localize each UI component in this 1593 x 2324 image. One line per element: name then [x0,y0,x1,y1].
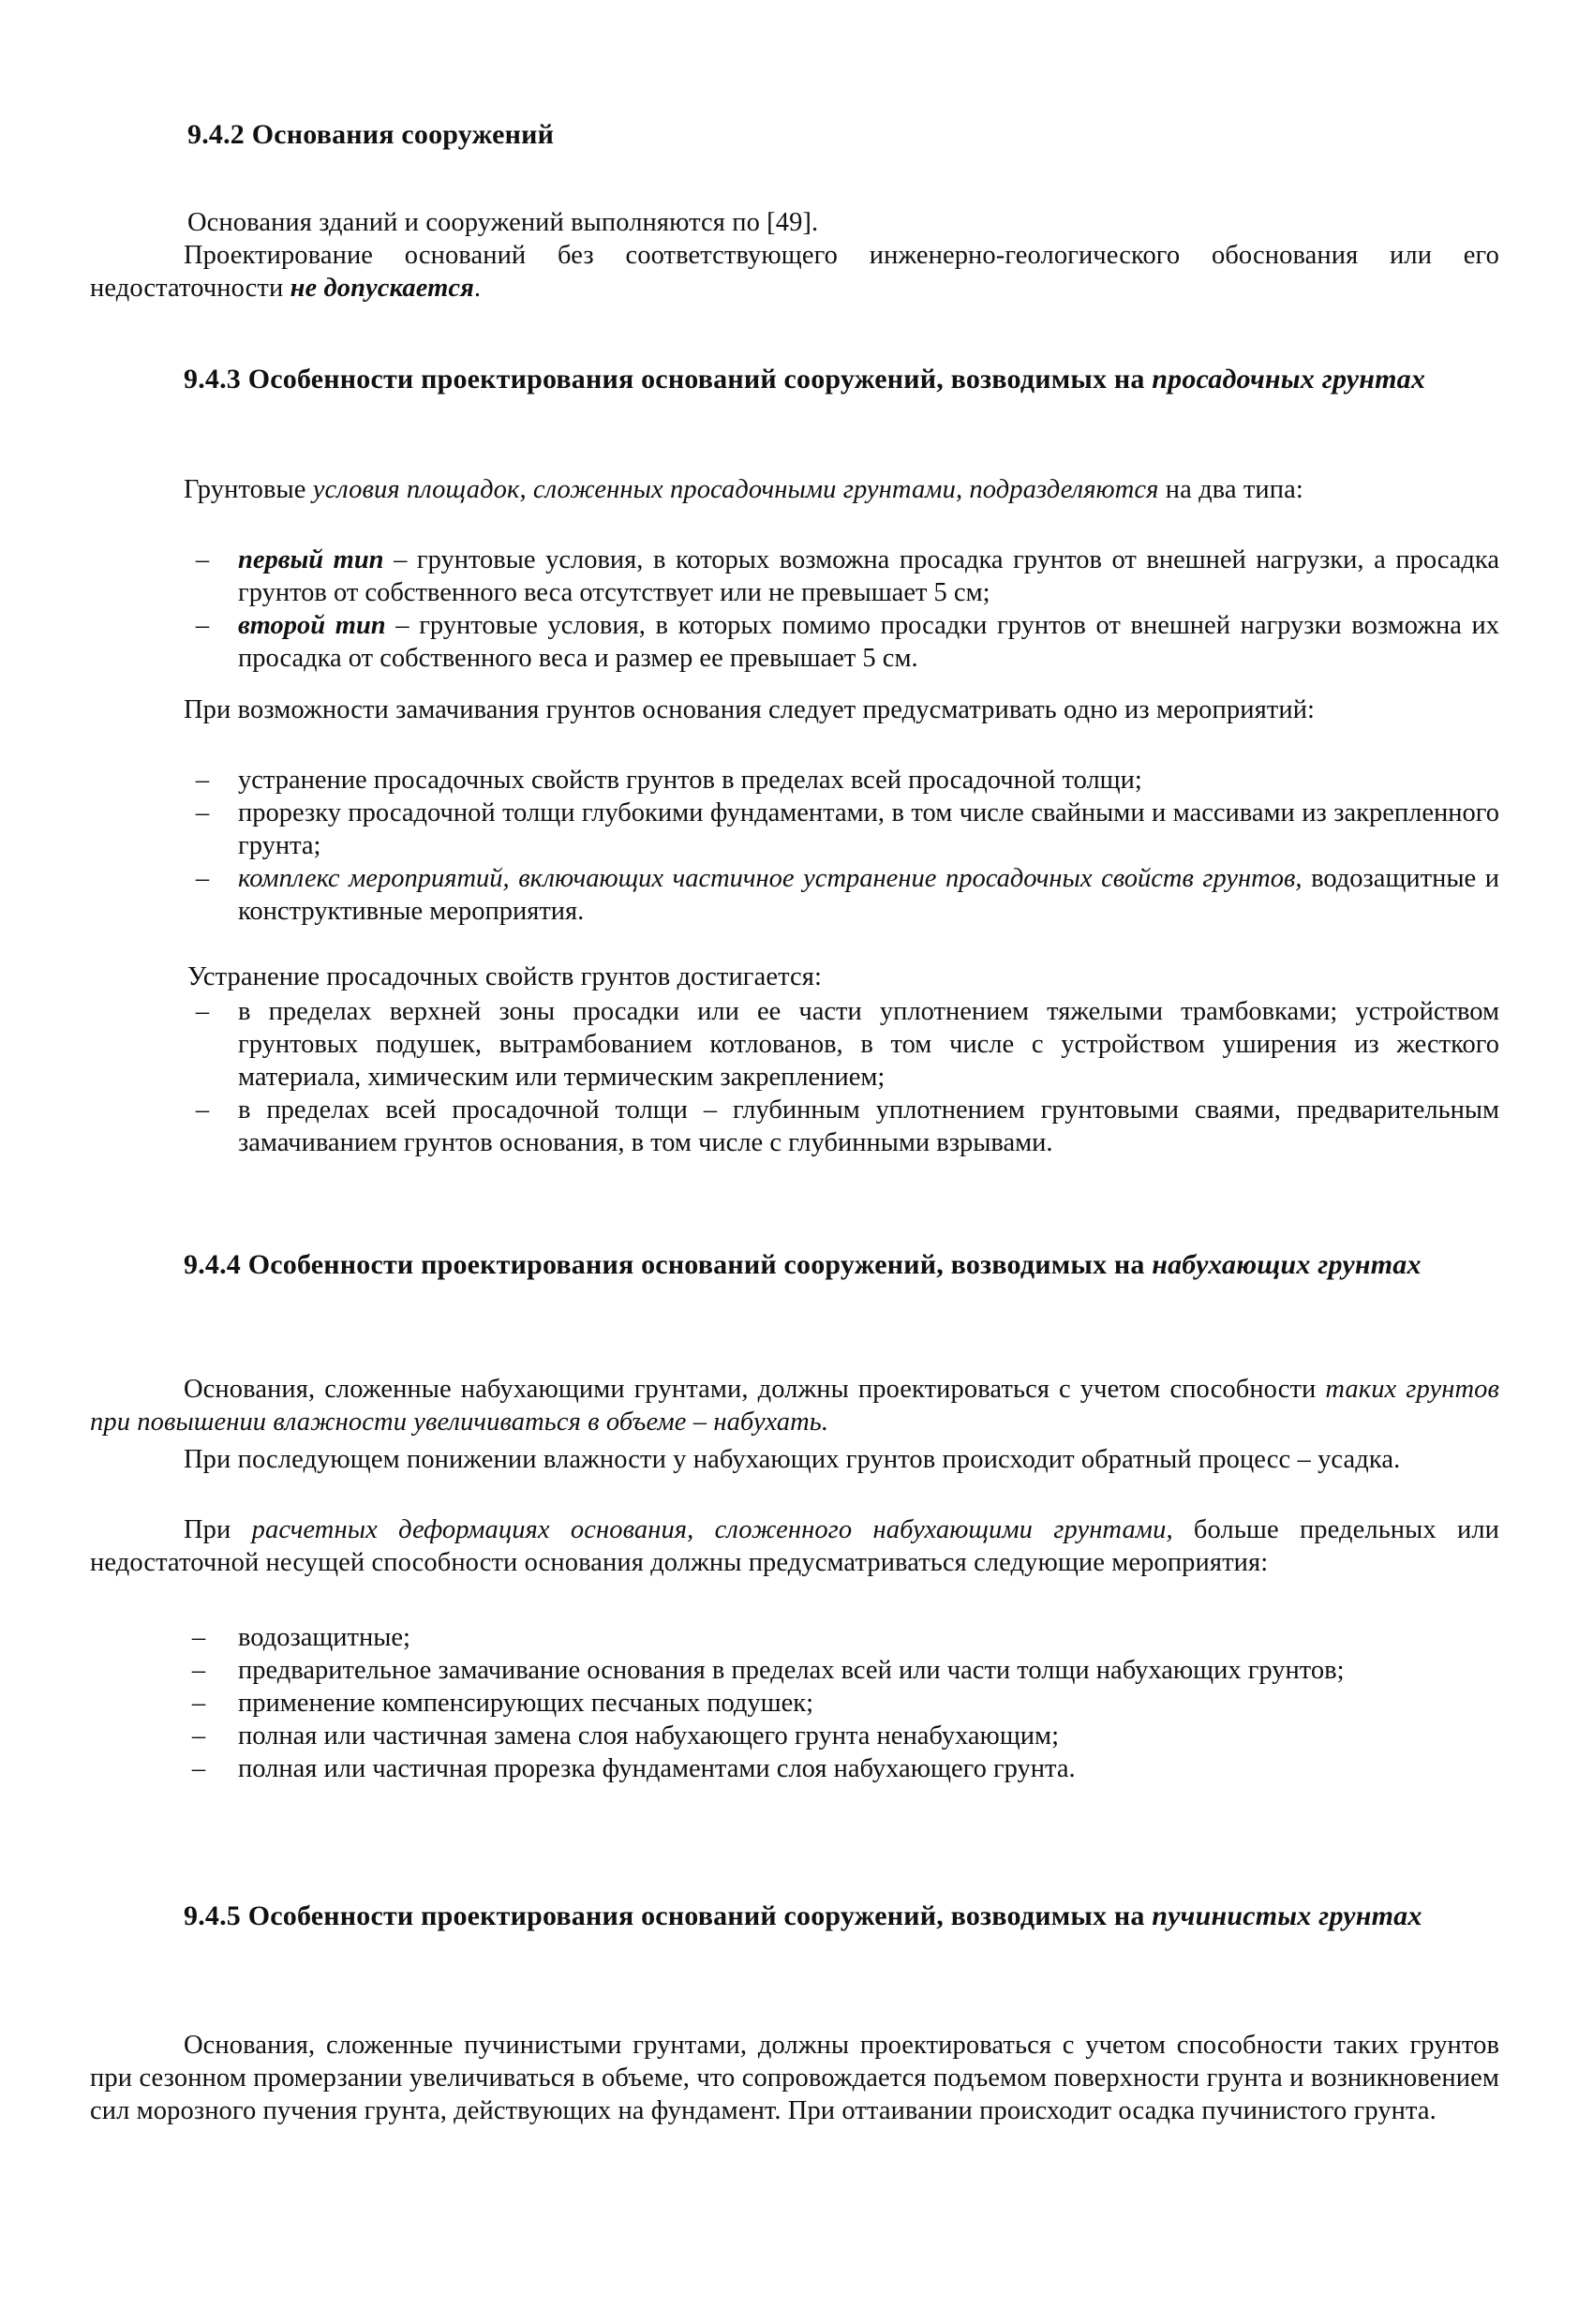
section-9-4-2-paragraph-1 [187,206,1499,239]
section-9-4-4-title [90,1246,1499,1284]
dash-marker: – [195,864,210,893]
dash-marker: – [195,611,210,640]
section-9-4-4-p1-text: Основания, сложенные набухающими грунтами, должны проектироваться с учетом способности [184,1375,1326,1404]
section-9-4-5-p1-text: Основания, сложенные пучинистыми грунтами, должны проектироваться с учетом способности таких грунтов при сезонном промерзании увеличиваться в объеме, что сопровождается подъемом поверхности грунта и возникновением сил морозного пучения грунта, действующих на фундамент. При оттаивании происходит осадка пучинистого грунта. [90,2031,1499,2125]
section-9-4-4-p3-a: При [184,1515,252,1544]
type-text: – грунтовые условия, в которых возможна просадка грунтов от внешней нагрузки, а просадка грунтов от собственного веса отсутствует или не превышает 5 см; [238,545,1499,607]
section-9-4-3-intro-a: Грунтовые [184,475,313,504]
section-9-4-3-types-list [184,544,1499,675]
type-term: второй тип [238,611,386,640]
section-9-4-2-p2-end: . [473,274,482,303]
list-item [180,1654,1499,1687]
measure-text: полная или частичная замена слоя набухающего грунта ненабухающим; [238,1721,1059,1750]
section-9-4-3-removal-list [184,995,1499,1159]
section-9-4-2-p1-text: Основания зданий и сооружений выполняются по [49]. [187,208,819,237]
section-9-4-2-title-text: 9.4.2 Основания сооружений [187,119,555,150]
removal-text: в пределах всей просадочной толщи – глубинным уплотнением грунтовыми сваями, предварительным замачиванием грунтов основания, в том числе с глубинными взрывами. [238,1095,1499,1157]
list-item [180,1720,1499,1752]
section-9-4-4-title-text: 9.4.4 Особенности проектирования оснований сооружений, возводимых на [184,1249,1153,1280]
list-item [184,609,1499,675]
section-9-4-3-wetting-text: При возможности замачивания грунтов основания следует предусматривать одно из мероприятий: [184,695,1316,724]
section-9-4-3-intro-c: на два типа: [1158,475,1303,504]
list-item [180,1752,1499,1785]
section-9-4-5-title [90,1898,1499,1935]
section-9-4-2-p2-emphasis: не допускается [290,274,474,303]
list-item [184,1094,1499,1159]
measure-text-italic: комплекс мероприятий, включающих частичное устранение просадочных свойств грунтов, [238,864,1303,893]
section-9-4-3-measures-list [184,764,1499,928]
list-item [184,797,1499,862]
dash-marker: – [191,1754,206,1783]
section-9-4-3-title-text: 9.4.3 Особенности проектирования оснований сооружений, возводимых на [184,364,1153,395]
section-9-4-4-p1-italic: таких грунтов при повышении влажности увеличиваться в объеме – набухать. [90,1375,1499,1437]
section-9-4-5-paragraph-1 [90,2029,1499,2127]
section-9-4-3-removal-text: Устранение просадочных свойств грунтов достигается: [187,962,822,991]
section-9-4-2-paragraph-2 [90,239,1499,305]
section-9-4-2-title [187,116,1499,154]
removal-text: в пределах верхней зоны просадки или ее части уплотнением тяжелыми трамбовками; устройством грунтовых подушек, вытрамбованием котлованов, в том числе с устройством уширения из жесткого материала, химическим или термическим закреплением; [238,997,1499,1092]
list-item [184,862,1499,928]
section-9-4-3-wetting-intro [90,693,1499,726]
section-9-4-3-removal-intro [187,961,1499,993]
measure-text: применение компенсирующих песчаных подушек; [238,1689,814,1718]
measure-text: предварительное замачивание основания в пределах всей или части толщи набухающих грунтов; [238,1656,1345,1685]
dash-marker: – [195,997,210,1026]
dash-marker: – [191,1689,206,1718]
section-9-4-3-title-italic: просадочных грунтах [1152,364,1426,395]
dash-marker: – [195,798,210,827]
dash-marker: – [191,1623,206,1652]
list-item [180,1621,1499,1654]
section-9-4-5-title-text: 9.4.5 Особенности проектирования оснований сооружений, возводимых на [184,1900,1153,1931]
section-9-4-4-p3-italic: расчетных деформациях основания, сложенного набухающими грунтами, [251,1515,1173,1544]
type-term: первый тип [238,545,384,574]
section-9-4-5-title-italic: пучинистых грунтах [1152,1900,1422,1931]
section-9-4-4-paragraph-3 [90,1513,1499,1579]
list-item [184,764,1499,797]
measure-text: полная или частичная прорезка фундаментами слоя набухающего грунта. [238,1754,1076,1783]
list-item [180,1687,1499,1720]
measure-text: устранение просадочных свойств грунтов в пределах всей просадочной толщи; [238,766,1142,795]
list-item [184,544,1499,609]
measure-text: водозащитные; [238,1623,410,1652]
section-9-4-3-title [90,361,1499,398]
dash-marker: – [195,545,210,574]
section-9-4-4-title-italic: набухающих грунтах [1152,1249,1422,1280]
dash-marker: – [191,1721,206,1750]
section-9-4-4-measures-list [180,1621,1499,1785]
section-9-4-4-p3-c: больше предельных или недостаточной несущей способности основания должны предусматриваться следующие мероприятия: [90,1515,1500,1577]
dash-marker: – [191,1656,206,1685]
section-9-4-4-p2-text: При последующем понижении влажности у набухающих грунтов происходит обратный процесс – усадка. [184,1445,1401,1474]
section-9-4-3-intro [90,473,1499,506]
dash-marker: – [195,1095,210,1125]
type-text: – грунтовые условия, в которых помимо просадки грунтов от внешней нагрузки возможна их просадка от собственного веса и размер ее превышает 5 см. [238,611,1499,673]
section-9-4-4-paragraph-2 [90,1443,1499,1476]
section-9-4-4-paragraph-1 [90,1373,1499,1438]
dash-marker: – [195,766,210,795]
list-item [184,995,1499,1094]
section-9-4-2-p2-text: Проектирование оснований без соответствующего инженерно-геологического обоснования или его недостаточности [90,241,1499,303]
section-9-4-3-intro-b: условия площадок, сложенных просадочными грунтами, подразделяются [312,475,1159,504]
measure-text: прорезку просадочной толщи глубокими фундаментами, в том числе свайными и массивами из закрепленного грунта; [238,798,1499,860]
measure-text: водозащитные и конструктивные мероприятия. [238,864,1499,926]
